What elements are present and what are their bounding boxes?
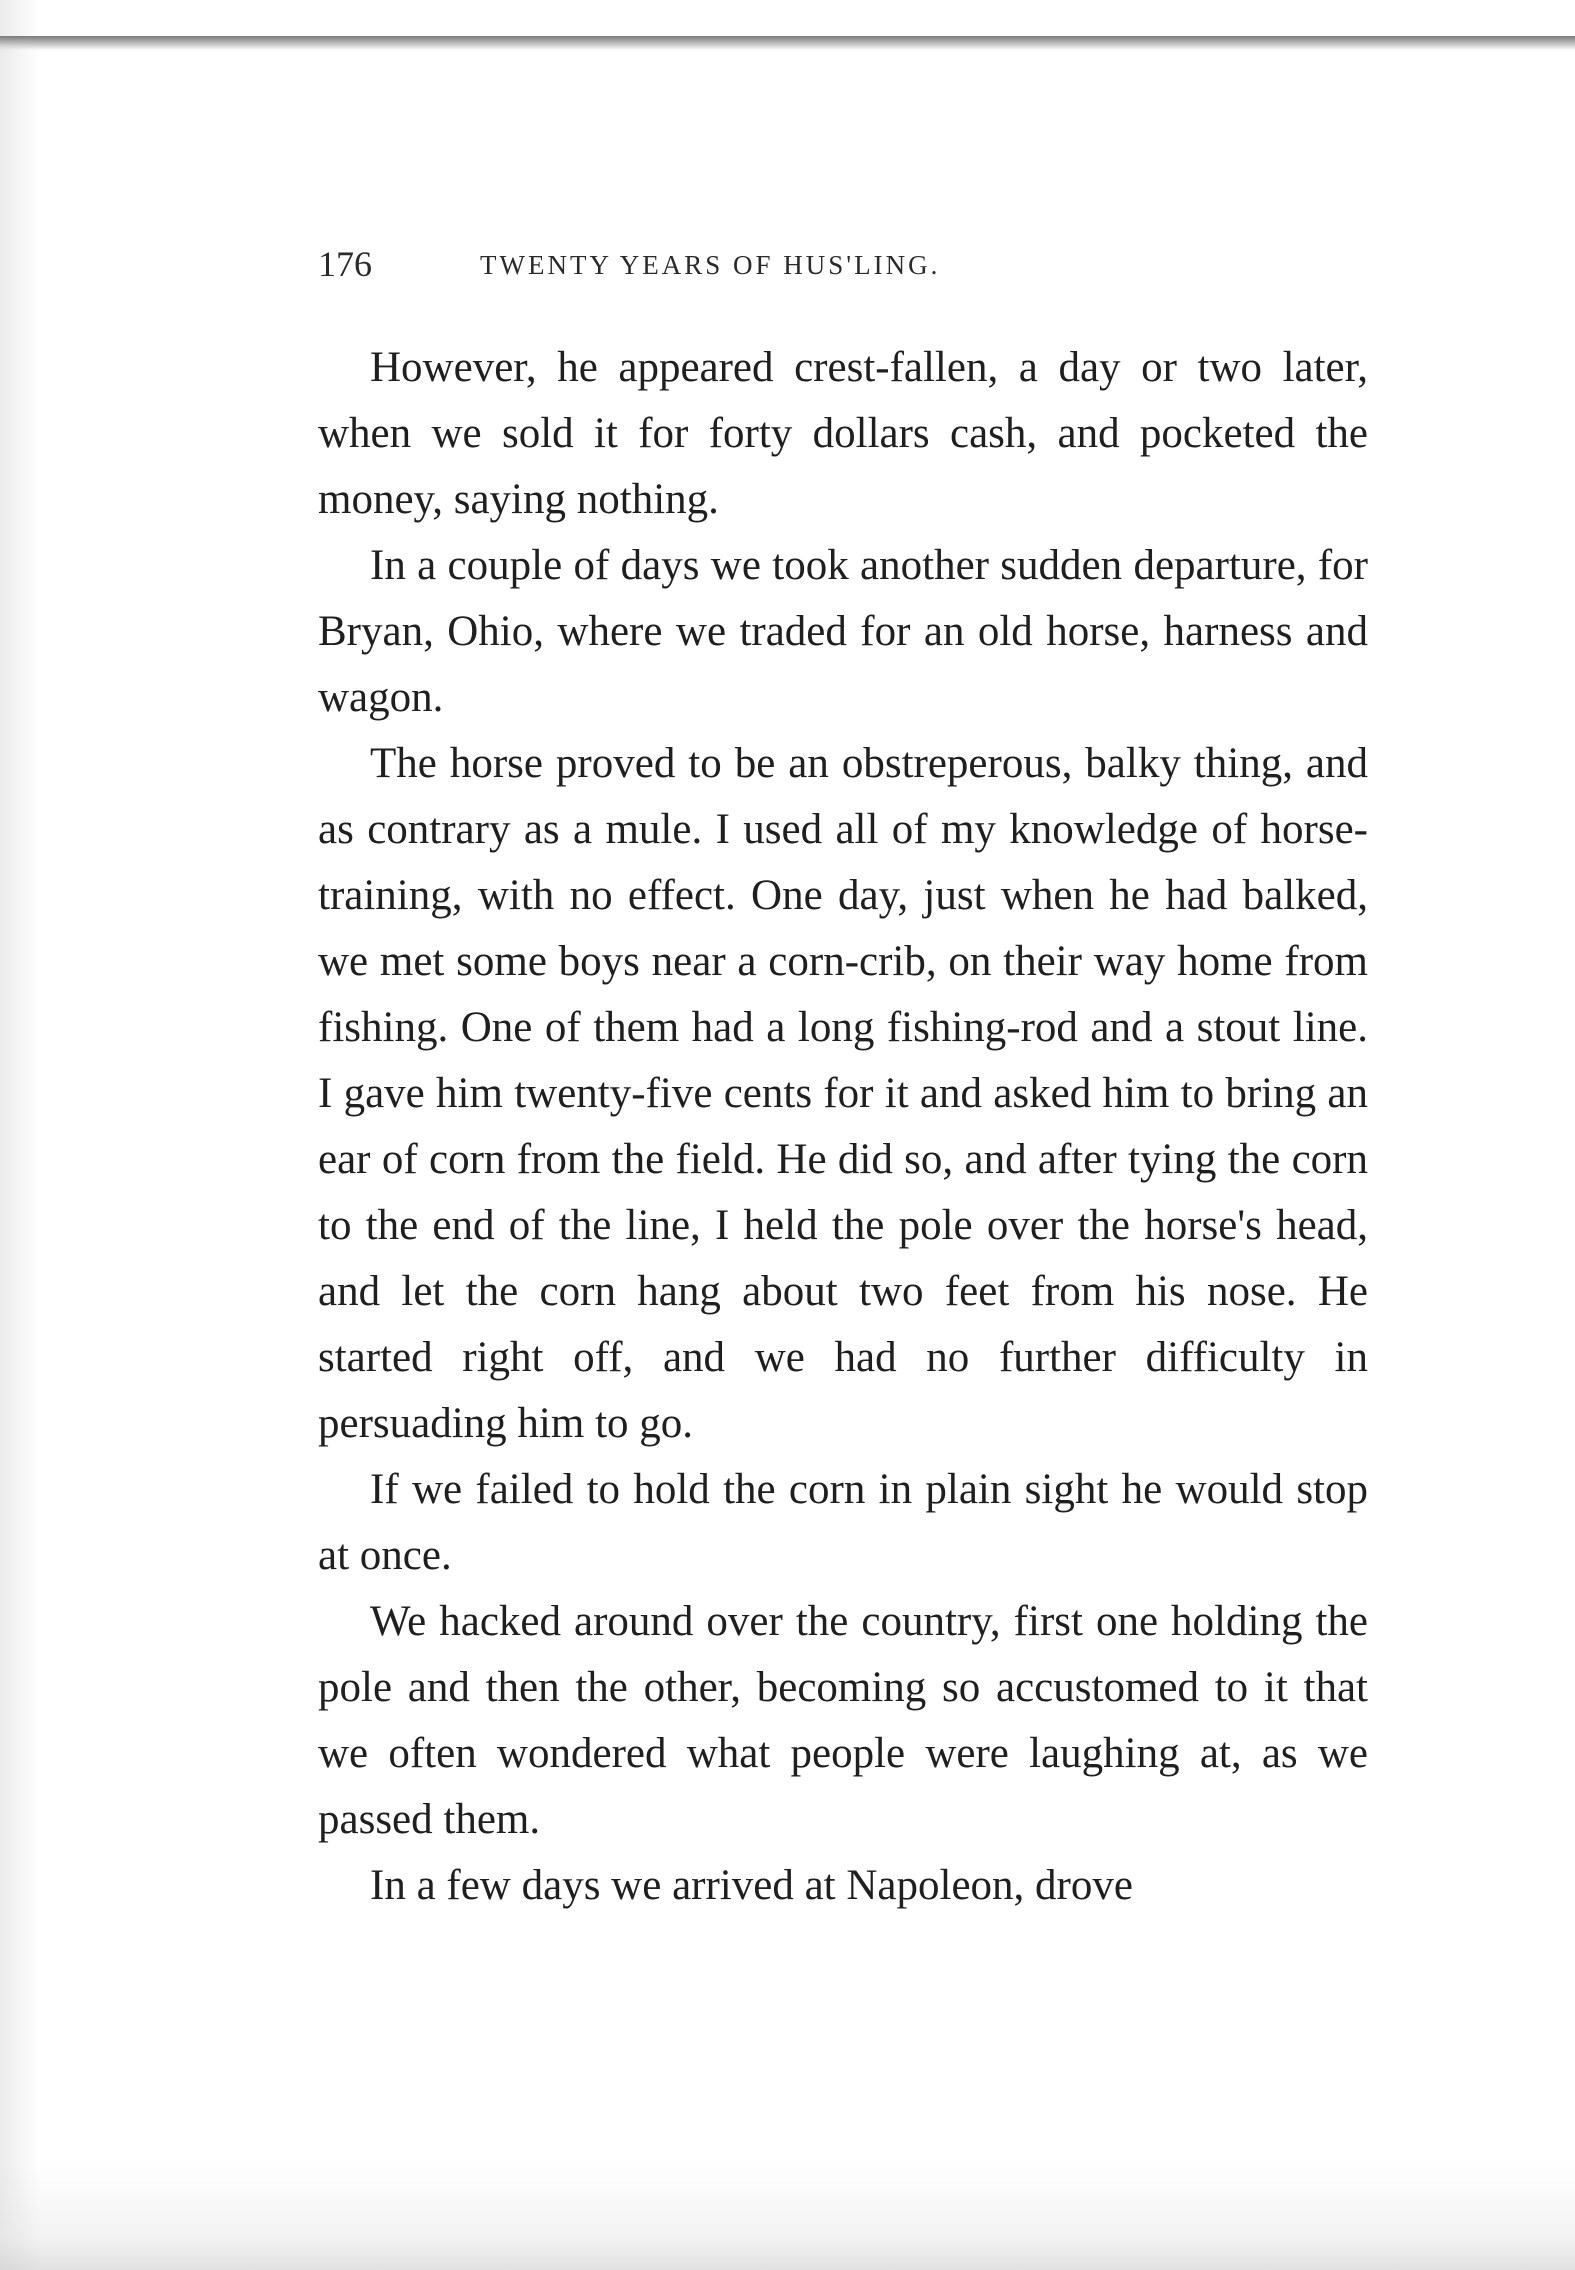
scan-left-shadow [0, 0, 40, 2270]
paragraph: We hacked around over the country, first one holding the pole and then the other, becoming so accustomed to it that we often wondered what people were laughing at, as we passed them. [318, 1598, 1368, 1843]
paragraph: In a few days we arrived at Napoleon, drove [370, 1862, 1133, 1909]
paragraph: However, he appeared crest-fallen, a day or two later, when we sold it for forty dollars cash, and pocketed the money, saying nothing. [318, 344, 1368, 523]
paragraph: If we failed to hold the corn in plain sight he would stop at once. [318, 1466, 1368, 1579]
running-title: TWENTY YEARS OF HUS'LING. [480, 250, 941, 280]
paragraph: The horse proved to be an obstreperous, balky thing, and as contrary as a mule. I used all of my knowledge of horse-training, with no effect. One day, just when he had balked, we met some boys near a corn-crib, on their way home from fishing. One of them had a long fishing-rod and a stout line. I gave him twenty-five cents for it and asked him to bring an ear of corn from the field. He did so, and after tying the corn to the end of the line, I held the pole over the horse's head, and let the corn hang about two feet from his nose. He started right off, and we had no further difficulty in persuading him to go. [318, 740, 1368, 1447]
scan-top-edge [0, 36, 1575, 50]
paragraph: In a couple of days we took another sudden departure, for Bryan, Ohio, where we traded for an old horse, harness and wagon. [318, 542, 1368, 721]
scan-bottom-noise [0, 2160, 1575, 2270]
page-number: 176 [318, 244, 372, 284]
page-header [318, 244, 1368, 284]
page-body [318, 335, 1368, 1919]
